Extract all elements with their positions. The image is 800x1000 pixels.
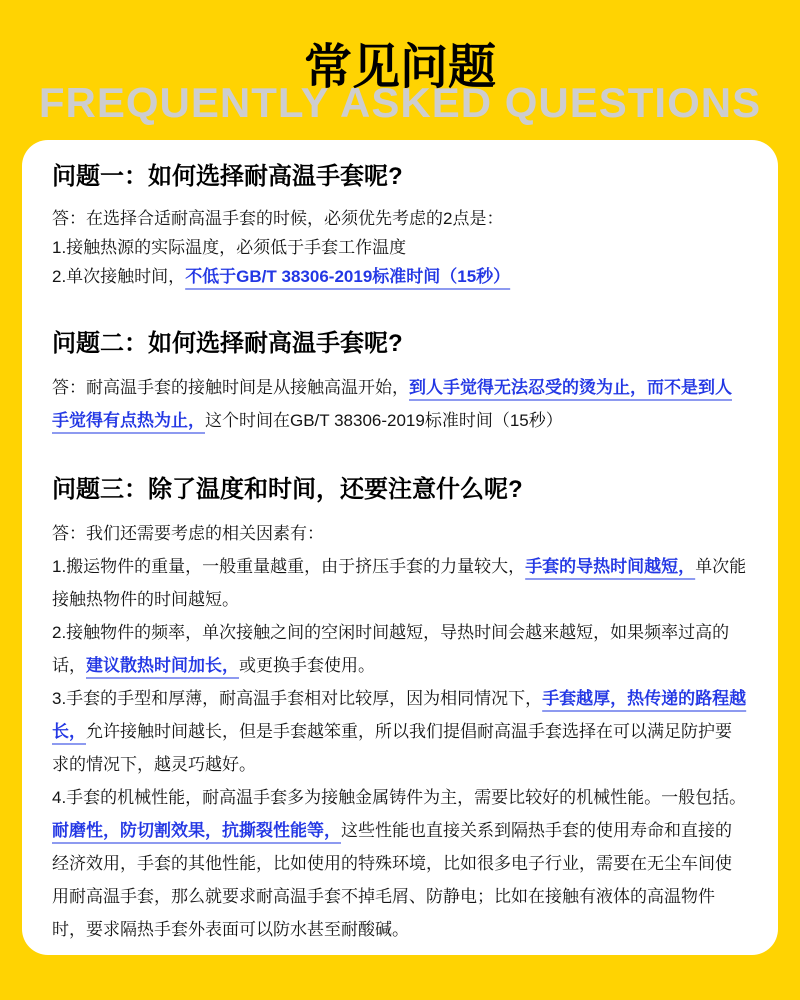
- question-2-answer: [52, 371, 748, 437]
- question-1-item-2-text: 2.单次接触时间，: [52, 267, 186, 286]
- question-2-title: 问题二：如何选择耐高温手套呢?: [52, 330, 403, 357]
- question-1-item-2: [52, 262, 748, 291]
- question-3-item-1-prefix: 1.搬运物件的重量，一般重量越重，由于挤压手套的力量较大，: [52, 557, 526, 576]
- question-2-answer-prefix: 答：耐高温手套的接触时间是从接触高温开始，: [52, 378, 409, 397]
- question-3-item-1: [52, 550, 748, 616]
- highlight-mechanical-properties: 耐磨性，防切割效果，抗撕裂性能等，: [52, 821, 341, 840]
- question-1-intro: 答：在选择合适耐高温手套的时候，必须优先考虑的2点是：: [52, 209, 504, 228]
- highlight-conduction-time: 手套的导热时间越短，: [525, 557, 696, 576]
- question-3-item-4-suffix: 这些性能也直接关系到隔热手套的使用寿命和直接的经济效用，手套的其他性能，比如使用的特殊环境，比如很多电子行业，需要在无尘车间使用耐高温手套，那么就要求耐高温手套不掉毛屑、防静电；比如在接触有液体的高温物件时，要求隔热手套外表面可以防水甚至耐酸碱。: [52, 821, 732, 939]
- question-3-item-3-prefix: 3.手套的手型和厚薄，耐高温手套相对比较厚，因为相同情况下，: [52, 689, 543, 708]
- question-3-title: 问题三：除了温度和时间，还要注意什么呢?: [52, 476, 523, 503]
- question-block-3: [52, 475, 748, 946]
- question-block-1: [52, 162, 748, 291]
- question-2-answer-suffix: 这个时间在GB/T 38306-2019标准时间（15秒）: [205, 411, 563, 430]
- question-3-item-3-suffix: 允许接触时间越长，但是手套越笨重，所以我们提倡耐高温手套选择在可以满足防护要求的情况下，越灵巧越好。: [52, 722, 732, 774]
- highlight-glove-thickness: 手套越厚，热传递的路程越长，: [52, 689, 747, 741]
- question-3-item-2-suffix: 或更换手套使用。: [239, 656, 375, 675]
- question-3-item-1-suffix: 单次能接触热物件的时间越短。: [52, 557, 747, 609]
- highlight-cooling-time: 建议散热时间加长，: [86, 656, 239, 675]
- question-1-item-1: 1.接触热源的实际温度，必须低于手套工作温度: [52, 238, 407, 257]
- question-3-item-2: [52, 616, 748, 682]
- question-1-title: 问题一：如何选择耐高温手套呢?: [52, 163, 403, 190]
- question-3-item-4-prefix: 4.手套的机械性能，耐高温手套多为接触金属铸件为主，需要比较好的机械性能。一般包括。: [52, 788, 747, 807]
- faq-card: [22, 140, 778, 955]
- question-3-item-4: [52, 781, 748, 946]
- question-block-2: [52, 329, 748, 437]
- highlight-burn-tolerance: 到人手觉得无法忍受的烫为止，而不是到人手觉得有点热为止，: [52, 378, 732, 430]
- title-english-watermark: FREQUENTLY ASKED QUESTIONS: [38, 79, 762, 126]
- page-title: 常见问题: [303, 41, 496, 94]
- question-3-item-2-prefix: 2.接触物件的频率，单次接触之间的空闲时间越短，导热时间会越来越短，如果频率过高的话，: [52, 623, 730, 675]
- question-3-intro: 答：我们还需要考虑的相关因素有：: [52, 524, 324, 543]
- question-3-item-3: [52, 682, 748, 781]
- highlight-standard-time: 不低于GB/T 38306-2019标准时间（15秒）: [185, 267, 511, 286]
